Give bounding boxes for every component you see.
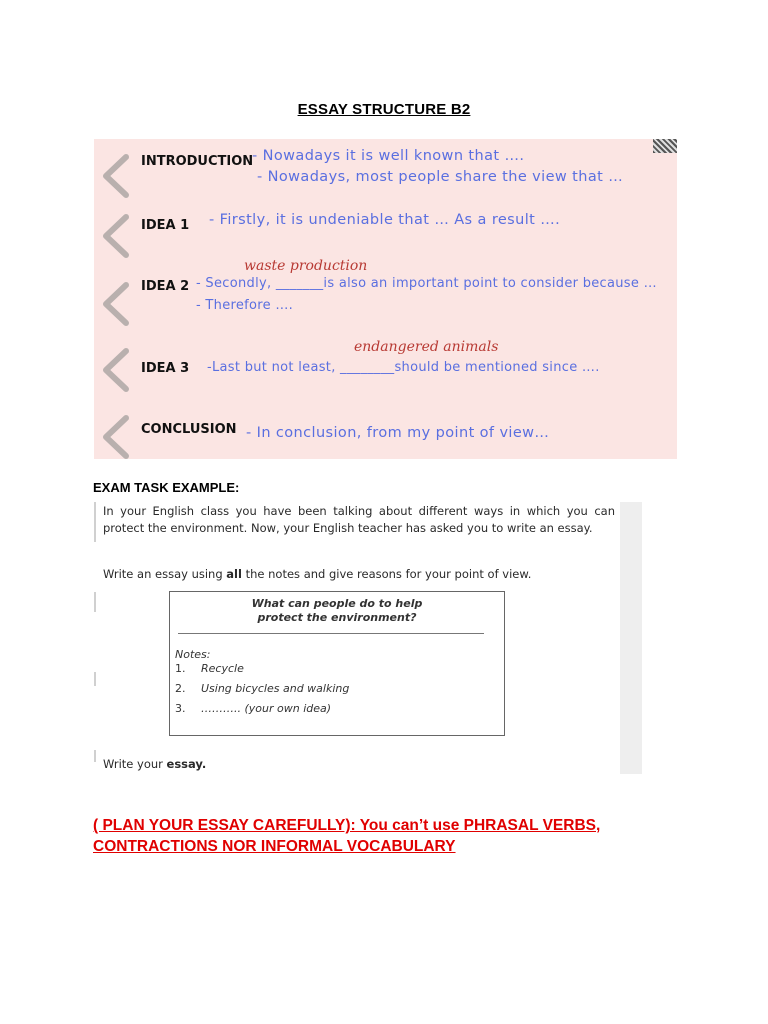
chevron-left-icon [98, 281, 132, 327]
corner-pattern [653, 139, 677, 153]
section-label-conclusion: CONCLUSION [141, 422, 237, 437]
note-text: Using bicycles and walking [201, 682, 350, 695]
idea-2-line-2: - Therefore …. [196, 298, 294, 313]
margin-line [94, 502, 96, 542]
section-label-idea-2: IDEA 2 [141, 279, 190, 294]
note-number: 3. [175, 702, 186, 715]
idea-3-line-1: -Last but not least, ________should be mentioned since …. [207, 360, 600, 375]
margin-line [94, 672, 96, 686]
note-number: 2. [175, 682, 186, 695]
instruction-text: Write an essay using [103, 567, 227, 581]
question-line-1: What can people do to help [251, 597, 423, 610]
notes-box [169, 591, 505, 736]
note-text: Recycle [201, 662, 244, 675]
exam-task-heading: EXAM TASK EXAMPLE: [93, 480, 240, 495]
exam-task-box [94, 502, 642, 774]
instruction-bold: all [226, 567, 242, 581]
introduction-line-2: - Nowadays, most people share the view that … [257, 169, 624, 185]
instruction-text: the notes and give reasons for your point of view. [241, 567, 532, 581]
task-instruction [103, 566, 615, 583]
warning-text [93, 815, 693, 857]
chevron-left-icon [98, 153, 132, 199]
margin-line [94, 592, 96, 612]
question-line-2: protect the environment? [257, 611, 417, 624]
idea-2-line-1: - Secondly, _______is also an important point to consider because … [196, 276, 657, 291]
note-item [175, 662, 244, 675]
warning-line-1: ( PLAN YOUR ESSAY CAREFULLY): You can’t use PHRASAL VERBS, [93, 817, 601, 834]
introduction-line-1: - Nowadays it is well known that …. [252, 148, 525, 164]
scroll-strip [620, 502, 642, 774]
warning-line-2: CONTRACTIONS NOR INFORMAL VOCABULARY [93, 838, 456, 855]
chevron-left-icon [98, 414, 132, 459]
idea-3-note: endangered animals [354, 339, 499, 355]
task-paragraph: In your English class you have been talking about different ways in which you can protect the environment. Now, your English teacher has asked you to write an essay. [103, 504, 615, 535]
margin-line [94, 750, 96, 762]
idea-1-line-1: - Firstly, it is undeniable that … As a result …. [209, 212, 561, 228]
section-label-idea-3: IDEA 3 [141, 361, 190, 376]
chevron-left-icon [98, 213, 132, 259]
chevron-left-icon [98, 347, 132, 393]
task-final-instruction [103, 756, 615, 773]
note-text: ……….. (your own idea) [201, 702, 332, 715]
note-number: 1. [175, 662, 186, 675]
final-text: Write your [103, 757, 167, 771]
note-item [175, 702, 331, 715]
final-bold: essay. [166, 757, 207, 771]
task-question [170, 597, 504, 625]
divider [178, 633, 484, 634]
section-label-introduction: INTRODUCTION [141, 154, 254, 169]
note-item [175, 682, 349, 695]
section-label-idea-1: IDEA 1 [141, 218, 190, 233]
page-title: ESSAY STRUCTURE B2 [297, 101, 471, 118]
idea-2-note: waste production [244, 258, 368, 274]
essay-structure-panel [94, 139, 677, 459]
conclusion-line-1: - In conclusion, from my point of view… [246, 425, 550, 441]
notes-heading: Notes: [175, 648, 211, 661]
